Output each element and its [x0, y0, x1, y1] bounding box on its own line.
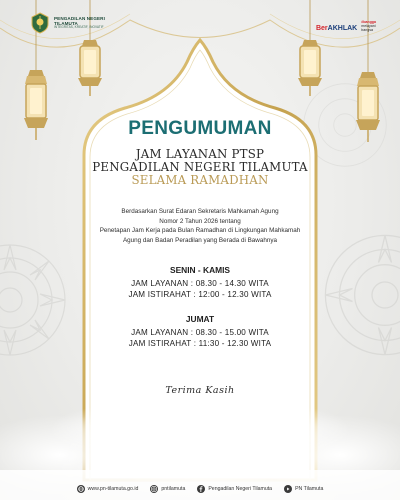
footer-instagram[interactable] [150, 485, 185, 493]
footer-website[interactable] [77, 485, 139, 493]
intro-line: Nomor 2 Tahun 2026 tentang [159, 217, 241, 225]
footer-socials [0, 479, 400, 499]
court-logo [30, 12, 105, 34]
break-hours-friday: JAM ISTIRAHAT : 11:30 - 12.30 WITA [128, 339, 272, 349]
page-title: PENGUMUMAN [128, 118, 272, 139]
court-name-line-2: TILAMUTA [54, 21, 78, 27]
berakhlak-logo [316, 21, 376, 32]
footer-instagram-text: pntilamuta [161, 486, 186, 492]
subtitle-line-1: JAM LAYANAN PTSP [135, 147, 265, 161]
service-hours-friday: JAM LAYANAN : 08.30 - 15.00 WITA [131, 328, 269, 338]
footer-facebook[interactable] [197, 485, 272, 493]
court-emblem-icon [30, 12, 50, 34]
footer-website-text: www.pn-tilamuta.go.id [87, 486, 139, 492]
instagram-icon [150, 485, 158, 493]
footer-facebook-text: Pengadilan Negeri Tilamuta [208, 486, 273, 492]
service-hours-mon-thu: JAM LAYANAN : 08.30 - 14.30 WITA [131, 279, 269, 289]
court-name-line-1: PENGADILAN NEGERI [54, 15, 105, 21]
intro-line: Penetapan Jam Kerja pada Bulan Ramadhan di Lingkungan Mahkamah [99, 227, 301, 235]
closing-signature: Terima Kasih [165, 385, 235, 396]
globe-icon [77, 485, 85, 493]
subtitle-line-2: PENGADILAN NEGERI TILAMUTA [92, 160, 308, 174]
footer-youtube-text: PN Tilamuta [295, 486, 324, 492]
court-motto: INTEGRITAS, KREATIF, INOVATIF [54, 25, 104, 30]
berakhlak-wordmark [316, 25, 357, 32]
intro-line: Agung dan Badan Peradilan yang Berada di Bawahnya [122, 236, 278, 244]
lantern-icon [290, 0, 330, 100]
berakhlak-prefix: Ber [315, 25, 328, 33]
bangga-melayani-logo [361, 21, 376, 32]
announcement-content [80, 118, 320, 349]
bangga-line-2: melayani [361, 23, 376, 28]
footer-youtube[interactable] [284, 485, 323, 493]
schedule-day-friday: JUMAT [185, 314, 215, 325]
intro-paragraph [80, 207, 320, 245]
youtube-icon [284, 485, 292, 493]
berakhlak-main: AKHLAK [327, 25, 358, 33]
break-hours-mon-thu: JAM ISTIRAHAT : 12:00 - 12.30 WITA [128, 290, 272, 300]
bangga-line-1: #bangga [361, 20, 376, 24]
schedule-day-mon-thu: SENIN - KAMIS [169, 265, 231, 276]
facebook-icon [197, 485, 205, 493]
intro-line: Berdasarkan Surat Edaran Sekretaris Mahkamah Agung [121, 208, 279, 215]
bangga-line-3: bangsa [361, 27, 374, 32]
subtitle-line-3: SELAMA RAMADHAN [131, 173, 269, 187]
